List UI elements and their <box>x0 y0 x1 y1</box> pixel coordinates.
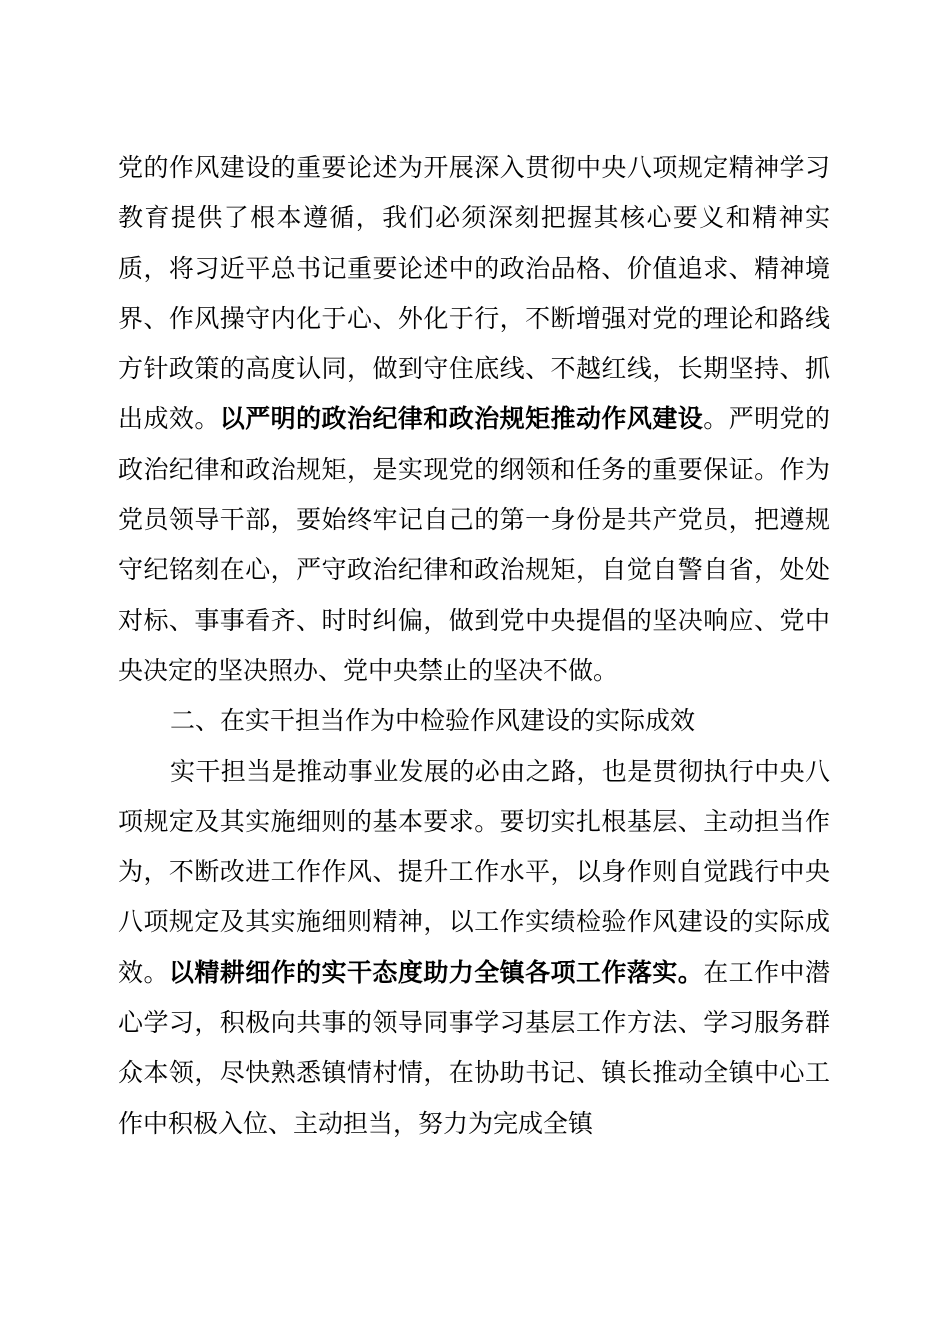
document-page <box>118 143 830 1149</box>
paragraph-2-text-start: 实干担当是推动事业发展的必由之路，也是贯彻执行中央八项规定及其实施细则的基本要求。要切实扎根基层、主动担当作为，不断改进工作作风、提升工作水平，以身作则自觉践行中央八项规定及其实施细则精神，以工作实绩检验作风建设的实际成效。 <box>118 756 830 987</box>
section-heading-2: 二、在实干担当作为中检验作风建设的实际成效 <box>170 706 696 736</box>
paragraph-1-text-start: 党的作风建设的重要论述为开展深入贯彻中央八项规定精神学习教育提供了根本遵循，我们必须深刻把握其核心要义和精神实质，将习近平总书记重要论述中的政治品格、价值追求、精神境界、作风操守内化于心、外化于行，不断增强对党的理论和路线方针政策的高度认同，做到守住底线、不越红线，长期坚持、抓出成效。 <box>118 153 830 434</box>
body-paragraph-2 <box>118 747 830 1149</box>
paragraph-1-bold-lead: 以严明的政治纪律和政治规矩推动作风建设 <box>219 404 704 434</box>
paragraph-2-text-end: 在工作中潜心学习，积极向共事的领导同事学习基层工作方法、学习服务群众本领，尽快熟悉镇情村情，在协助书记、镇长推动全镇中心工作中积极入位、主动担当，努力为完成全镇 <box>118 957 830 1138</box>
paragraph-2-bold-lead: 以精耕细作的实干态度助力全镇各项工作落实。 <box>168 957 704 987</box>
body-paragraph-1 <box>118 143 830 696</box>
paragraph-1-text-end: 。严明党的政治纪律和政治规矩，是实现党的纲领和任务的重要保证。作为党员领导干部，要始终牢记自己的第一身份是共产党员，把遵规守纪铭刻在心，严守政治纪律和政治规矩，自觉自警自省，处处对标、事事看齐、时时纠偏，做到党中央提倡的坚决响应、党中央决定的坚决照办、党中央禁止的坚决不做。 <box>118 404 830 685</box>
